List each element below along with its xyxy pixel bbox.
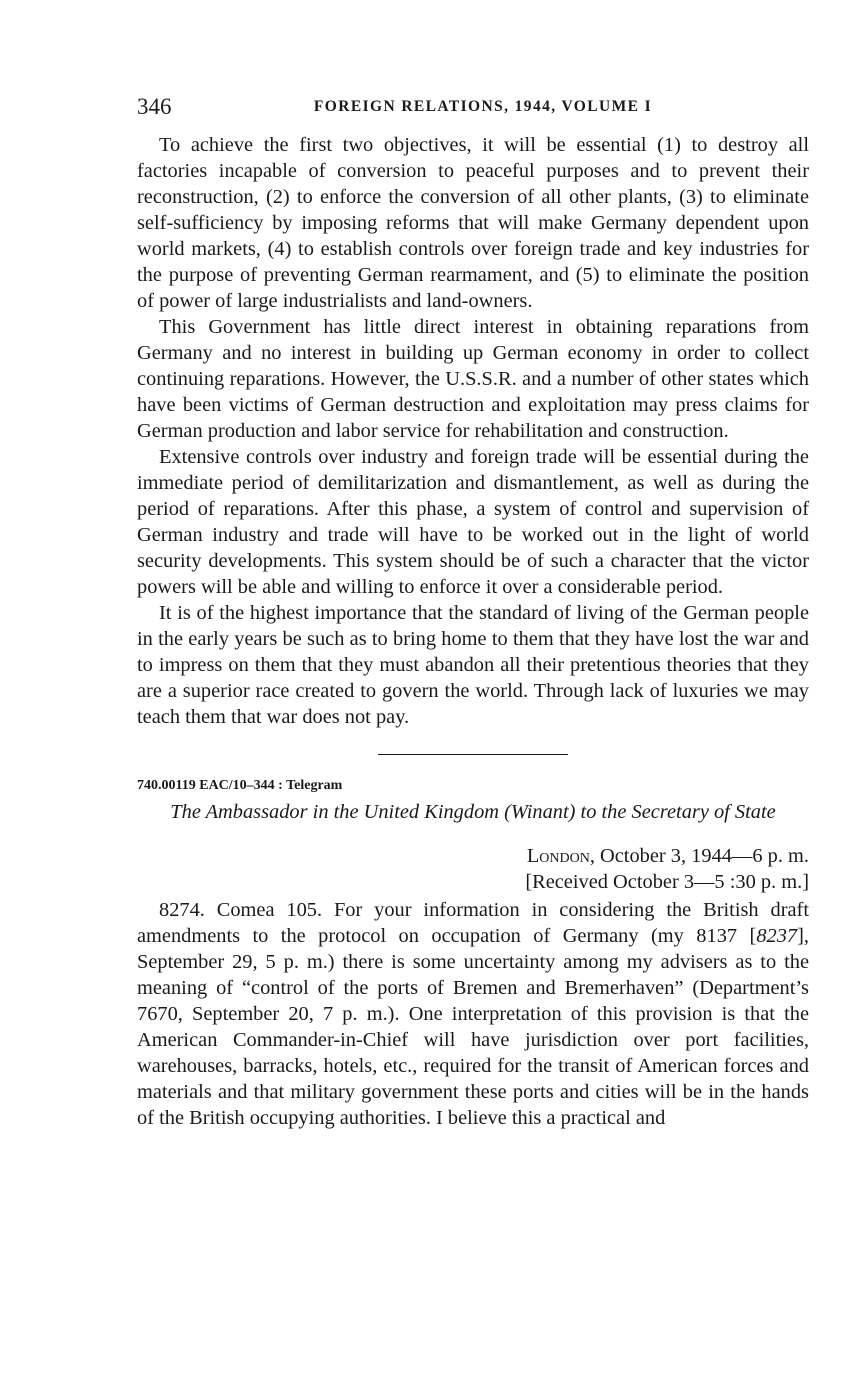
body-paragraph: To achieve the first two objectives, it will be essential (1) to destroy all factories incapable of conversion to peaceful purposes and to prevent their reconstruction, (2) to enforce the conversion of all other plants, (3) to eliminate self-sufficiency by imposing reforms that will make Germany dependent upon world markets, (4) to establish controls over foreign trade and key industries for the purpose of preventing German rearmament, and (5) to eliminate the position of power of large industrialists and land-owners. [137, 134, 809, 312]
body-paragraph: Extensive controls over industry and foreign trade will be essential during the immediate period of demilitarization and dismantlement, as well as during the period of reparations. After this phase, a system of control and supervision of German industry and trade will have to be worked out in the light of world security developments. This system should be of such a character that the victor powers will be able and willing to enforce it over a considerable period. [137, 446, 809, 598]
telegram-text-part2: ], September 29, 5 p. m.) there is some uncertainty among my advisers as to the meaning of “control of the ports of Bremen and Bremerhaven” (Department’s 7670, September 20, 7 p. m.). One interpretation of this provision is that the American Commander-in-Chief will have jurisdiction over port facilities, warehouses, barracks, hotels, etc., required for the transit of American forces and materials and that military government these ports and cities will be in the hands of the British occupying authorities. I believe this a practical and [137, 925, 809, 1129]
received-line: [Received October 3—5 :30 p. m.] [525, 871, 809, 893]
section-divider [378, 754, 568, 755]
document-page [137, 92, 809, 1131]
telegram-paragraph [137, 897, 809, 1131]
editorial-correction: 8237 [756, 925, 798, 947]
dateline-place: London [526, 845, 590, 867]
dateline [137, 843, 809, 869]
running-header [137, 92, 809, 122]
running-title: FOREIGN RELATIONS, 1944, VOLUME I [313, 98, 653, 115]
telegram-text-part1: 8274. Comea 105. For your information in considering the British draft amendments to the protocol on occupation of Germany (my 8137 [ [137, 899, 809, 947]
page-number: 346 [137, 94, 172, 119]
document-title: The Ambassador in the United Kingdom (Winant) to the Secretary of State [170, 801, 776, 823]
dateline-date: , October 3, 1944—6 p. m. [589, 845, 809, 867]
body-paragraph: This Government has little direct interest in obtaining reparations from Germany and no interest in building up German economy in order to collect continuing reparations. However, the U.S.S.R. and a number of other states which have been victims of German destruction and exploitation may press claims for German production and labor service for rehabilitation and construction. [137, 316, 809, 442]
file-reference: 740.00119 EAC/10–344 : Telegram [137, 778, 343, 793]
body-paragraph: It is of the highest importance that the standard of living of the German people in the early years be such as to bring home to them that they have lost the war and to impress on them that they must abandon all their pretentious theories that they are a superior race created to govern the world. Through lack of luxuries we may teach them that war does not pay. [137, 602, 809, 728]
